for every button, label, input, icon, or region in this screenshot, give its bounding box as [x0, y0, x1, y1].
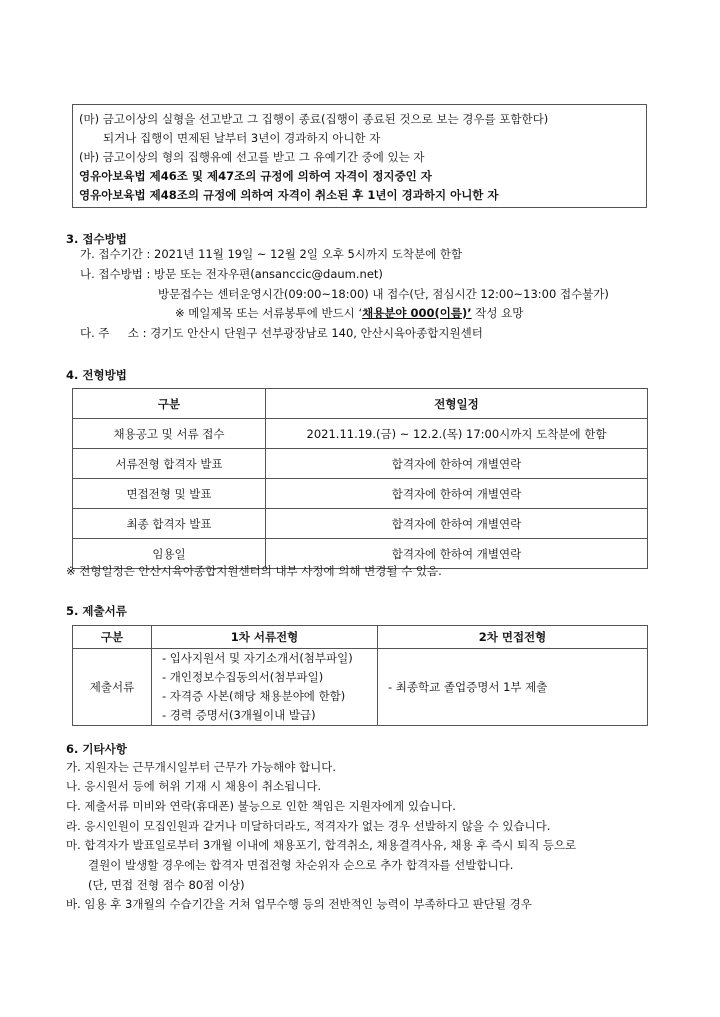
misc-line-8: 바. 임용 후 3개월의 수습기간을 거쳐 업무수행 등의 전반적인 능력이 부족하다고 판단될 경우: [66, 897, 532, 911]
misc-line-3: 다. 제출서류 미비와 연락(휴대폰) 불능으로 인한 책임은 지원자에게 있습니다.: [66, 799, 456, 813]
second-round-item: - 최종학교 졸업증명서 1부 제출: [378, 649, 648, 726]
table-row: [73, 649, 648, 726]
mail-note-bold: 채용분야 000(이름)’: [362, 306, 472, 320]
section-3-method: 나. 접수방법 : 방문 또는 전자우편(ansanccic@daum.net): [80, 267, 383, 281]
row-label: 제출서류: [73, 649, 152, 726]
row-label: 서류전형 합격자 발표: [73, 449, 266, 479]
first-round-list: [152, 649, 378, 726]
header-category: 구분: [73, 389, 266, 419]
table-row: [73, 449, 648, 479]
header-second-round: 2차 면접전형: [378, 626, 648, 649]
box-line-1: (마) 금고이상의 실형을 선고받고 그 집행이 종료(집행이 종료된 것으로 보는 경우를 포함한다): [79, 112, 549, 126]
schedule-table: [72, 388, 648, 569]
section-3-title: 3. 접수방법: [66, 232, 127, 246]
section-3-period: 가. 접수기간 : 2021년 11월 19일 ~ 12월 2일 오후 5시까지 도착분에 한함: [80, 247, 463, 261]
row-value: 합격자에 한하여 개별연락: [266, 539, 648, 569]
mail-note-post: 작성 요망: [471, 306, 524, 320]
row-value: 2021.11.19.(금) ~ 12.2.(목) 17:00시까지 도착분에 한함: [266, 419, 648, 449]
header-first-round: 1차 서류전형: [152, 626, 378, 649]
box-line-4: 영유아보육법 제46조 및 제47조의 규정에 의하여 자격이 정지중인 자: [79, 169, 432, 183]
row-value: 합격자에 한하여 개별연락: [266, 509, 648, 539]
row-label: 면접전형 및 발표: [73, 479, 266, 509]
misc-line-4: 라. 응시인원이 모집인원과 같거나 미달하더라도, 적격자가 없는 경우 선발하지 않을 수 있습니다.: [66, 819, 551, 833]
mail-note-pre: ※ 메일제목 또는 서류봉투에 반드시 ‘: [175, 306, 363, 320]
row-label: 임용일: [73, 539, 266, 569]
documents-table: [72, 625, 648, 726]
disqualification-box: [72, 104, 647, 208]
box-line-3: (바) 금고이상의 형의 집행유예 선고를 받고 그 유예기간 중에 있는 자: [79, 150, 425, 164]
list-item: - 자격증 사본(해당 채용분야에 한함): [162, 689, 346, 703]
table-row: [73, 479, 648, 509]
row-value: 합격자에 한하여 개별연락: [266, 449, 648, 479]
section-5-title: 5. 제출서류: [66, 604, 127, 618]
misc-line-2: 나. 응시원서 등에 허위 기재 시 채용이 취소됩니다.: [66, 779, 322, 793]
misc-line-7: (단, 면접 전형 점수 80점 이상): [88, 878, 245, 892]
table-header-row: [73, 626, 648, 649]
row-label: 최종 합격자 발표: [73, 509, 266, 539]
section-4-title: 4. 전형방법: [66, 368, 127, 382]
row-value: 합격자에 한하여 개별연락: [266, 479, 648, 509]
section-3-mail-note: [175, 304, 523, 323]
section-3-address: 다. 주 소 : 경기도 안산시 단원구 선부광장남로 140, 안산시육아종합지원센터: [80, 326, 483, 340]
box-line-2: 되거나 집행이 면제된 날부터 3년이 경과하지 아니한 자: [103, 131, 381, 145]
table-header-row: [73, 389, 648, 419]
row-label: 채용공고 및 서류 접수: [73, 419, 266, 449]
list-item: - 입사지원서 및 자기소개서(첨부파일): [162, 651, 353, 665]
misc-line-1: 가. 지원자는 근무개시일부터 근무가 가능해야 합니다.: [66, 760, 336, 774]
table-row: [73, 509, 648, 539]
list-item: - 개인정보수집동의서(첨부파일): [162, 670, 324, 684]
header-category: 구분: [73, 626, 152, 649]
misc-line-6: 결원이 발생할 경우에는 합격자 면접전형 차순위자 순으로 추가 합격자를 선발합니다.: [88, 858, 514, 872]
box-line-5: 영유아보육법 제48조의 규정에 의하여 자격이 취소된 후 1년이 경과하지 아니한 자: [79, 188, 499, 202]
schedule-note: ※ 전형일정은 안산시육아종합지원센터의 내부 사정에 의해 변경될 수 있음.: [66, 564, 442, 578]
header-schedule: 전형일정: [266, 389, 648, 419]
section-3-visit-note: 방문접수는 센터운영시간(09:00~18:00) 내 접수(단, 점심시간 12:00~13:00 접수불가): [158, 287, 609, 301]
section-6-title: 6. 기타사항: [66, 742, 127, 756]
misc-line-5: 마. 합격자가 발표일로부터 3개월 이내에 채용포기, 합격취소, 채용결격사유, 채용 후 즉시 퇴직 등으로: [66, 838, 577, 852]
table-row: [73, 419, 648, 449]
list-item: - 경력 증명서(3개월이내 발급): [162, 708, 316, 722]
